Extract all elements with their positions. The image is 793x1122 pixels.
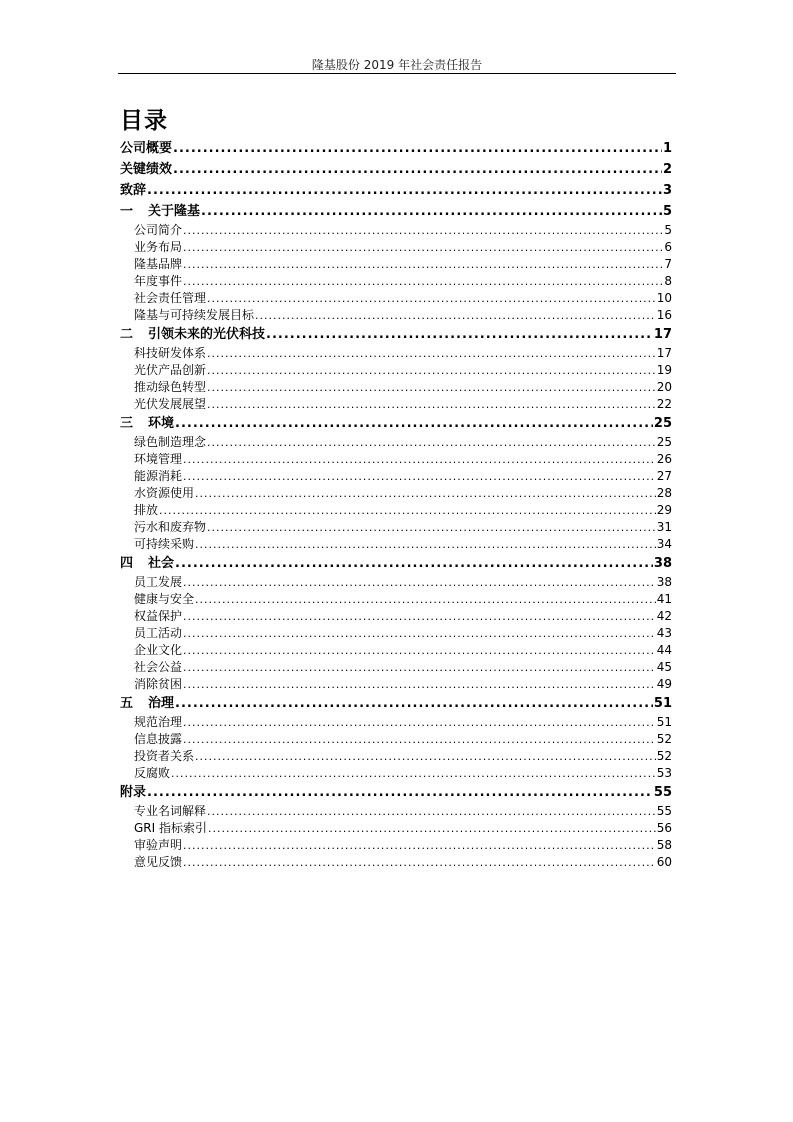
toc-leader-dots — [183, 609, 656, 625]
toc-leader-dots — [195, 537, 656, 553]
toc-section-label — [120, 201, 200, 222]
toc-subsection-entry[interactable] — [120, 362, 672, 379]
toc-section-entry[interactable] — [120, 324, 672, 345]
toc-subsection-title: 社会责任管理 — [134, 291, 207, 305]
toc-section-label — [120, 159, 172, 180]
toc-section-label — [120, 324, 265, 345]
toc-leader-dots — [183, 626, 656, 642]
toc-subsection-entry[interactable] — [120, 290, 672, 307]
toc-section-entry[interactable] — [120, 201, 672, 222]
toc-subsection-entry[interactable] — [120, 434, 672, 451]
toc-page-number: 16 — [656, 308, 672, 322]
toc-subsection-entry[interactable] — [120, 396, 672, 413]
toc-section-entry[interactable] — [120, 693, 672, 714]
toc-section-number: 四 — [120, 556, 134, 571]
toc-subsection-title: 业务布局 — [134, 240, 183, 254]
toc-subsection-entry[interactable] — [120, 345, 672, 362]
toc-subsection-title: 公司简介 — [134, 223, 183, 237]
toc-section-number: 五 — [120, 696, 134, 711]
toc-subsection-entry[interactable] — [120, 468, 672, 485]
toc-leader-dots — [183, 257, 663, 273]
toc-subsection-title: 排放 — [134, 503, 159, 517]
toc-leader-dots — [183, 855, 656, 871]
toc-subsection-entry[interactable] — [120, 837, 672, 854]
toc-page-number: 25 — [653, 416, 672, 431]
toc-section-title: 治理 — [148, 696, 175, 711]
toc-leader-dots — [255, 308, 656, 324]
toc-leader-dots — [183, 838, 656, 854]
toc-leader-dots — [207, 363, 656, 379]
toc-subsection-entry[interactable] — [120, 591, 672, 608]
toc-page-number: 31 — [656, 520, 672, 534]
toc-section-title: 环境 — [148, 416, 175, 431]
toc-section-entry[interactable] — [120, 553, 672, 574]
toc-leader-dots — [207, 804, 656, 820]
toc-section-label — [120, 413, 174, 434]
toc-page-number: 29 — [656, 503, 672, 517]
toc-section-title: 关于隆基 — [148, 204, 201, 219]
toc-section-label — [120, 693, 174, 714]
toc-page-number: 56 — [656, 821, 672, 835]
toc-subsection-entry[interactable] — [120, 659, 672, 676]
toc-subsection-title: 健康与安全 — [134, 592, 195, 606]
toc-section-entry[interactable] — [120, 180, 672, 201]
toc-subsection-title: 投资者关系 — [134, 749, 195, 763]
toc-subsection-entry[interactable] — [120, 536, 672, 553]
toc-subsection-entry[interactable] — [120, 608, 672, 625]
toc-subsection-entry[interactable] — [120, 803, 672, 820]
toc-subsection-entry[interactable] — [120, 676, 672, 693]
toc-page-number: 49 — [656, 677, 672, 691]
toc-list — [120, 138, 672, 871]
toc-subsection-entry[interactable] — [120, 642, 672, 659]
toc-page-number: 38 — [653, 556, 672, 571]
toc-subsection-title: 反腐败 — [134, 766, 171, 780]
toc-leader-dots — [207, 291, 656, 307]
toc-page-number: 58 — [656, 838, 672, 852]
toc-subsection-title: 员工活动 — [134, 626, 183, 640]
toc-leader-dots — [195, 486, 656, 502]
toc-leader-dots — [183, 452, 656, 468]
toc-leader-dots — [159, 503, 656, 519]
toc-page-number: 10 — [656, 291, 672, 305]
toc-page-number: 55 — [653, 785, 672, 800]
toc-leader-dots — [208, 821, 656, 837]
toc-page-number: 17 — [653, 327, 672, 342]
toc-section-entry[interactable] — [120, 159, 672, 180]
toc-page-number: 43 — [656, 626, 672, 640]
toc-page-number: 51 — [656, 715, 672, 729]
toc-page-number: 22 — [656, 397, 672, 411]
toc-subsection-entry[interactable] — [120, 765, 672, 782]
toc-page-number: 53 — [656, 766, 672, 780]
toc-leader-dots — [175, 553, 653, 574]
toc-page-number: 44 — [656, 643, 672, 657]
toc-subsection-title: 污水和废弃物 — [134, 520, 207, 534]
toc-leader-dots — [183, 715, 656, 731]
toc-section-label — [120, 180, 146, 201]
toc-leader-dots — [207, 346, 656, 362]
toc-subsection-entry[interactable] — [120, 379, 672, 396]
toc-page-number: 55 — [656, 804, 672, 818]
toc-subsection-entry[interactable] — [120, 519, 672, 536]
toc-subsection-entry[interactable] — [120, 854, 672, 871]
toc-subsection-entry[interactable] — [120, 307, 672, 324]
toc-subsection-entry[interactable] — [120, 273, 672, 290]
toc-leader-dots — [183, 469, 656, 485]
toc-subsection-entry[interactable] — [120, 714, 672, 731]
toc-subsection-title: 光伏产品创新 — [134, 363, 207, 377]
toc-page-number: 52 — [656, 749, 672, 763]
toc-subsection-title: 可持续采购 — [134, 537, 195, 551]
toc-section-title: 社会 — [148, 556, 175, 571]
toc-subsection-title: 规范治理 — [134, 715, 183, 729]
toc-leader-dots — [183, 223, 663, 239]
toc-subsection-entry[interactable] — [120, 451, 672, 468]
toc-subsection-title: 绿色制造理念 — [134, 435, 207, 449]
toc-page-number: 5 — [662, 204, 672, 219]
toc-section-number: 三 — [120, 416, 134, 431]
toc-section-entry[interactable] — [120, 782, 672, 803]
toc-page-number: 3 — [662, 183, 672, 198]
page-header: 隆基股份 2019 年社会责任报告 — [311, 58, 483, 72]
toc-page-number: 25 — [656, 435, 672, 449]
toc-subsection-entry[interactable] — [120, 574, 672, 591]
toc-subsection-entry[interactable] — [120, 820, 672, 837]
toc-section-title: 引领未来的光伏科技 — [148, 327, 266, 342]
toc-subsection-title: GRI 指标索引 — [134, 821, 207, 835]
toc-page-number: 45 — [656, 660, 672, 674]
toc-section-title: 致辞 — [120, 183, 147, 198]
toc-subsection-title: 意见反馈 — [134, 855, 183, 869]
toc-page-number: 6 — [664, 240, 672, 254]
toc-subsection-entry[interactable] — [120, 239, 672, 256]
toc-leader-dots — [201, 201, 662, 222]
toc-section-title: 关键绩效 — [120, 162, 173, 177]
toc-section-title: 公司概要 — [120, 141, 173, 156]
toc-leader-dots — [183, 240, 663, 256]
toc-subsection-title: 隆基品牌 — [134, 257, 183, 271]
toc-leader-dots — [175, 413, 653, 434]
toc-subsection-title: 推动绿色转型 — [134, 380, 207, 394]
toc-leader-dots — [175, 693, 653, 714]
toc-subsection-title: 能源消耗 — [134, 469, 183, 483]
toc-subsection-title: 年度事件 — [134, 274, 183, 288]
toc-leader-dots — [183, 643, 656, 659]
toc-subsection-entry[interactable] — [120, 485, 672, 502]
toc-subsection-title: 环境管理 — [134, 452, 183, 466]
toc-page-number: 60 — [656, 855, 672, 869]
toc-subsection-title: 专业名词解释 — [134, 804, 207, 818]
toc-page-number: 17 — [656, 346, 672, 360]
toc-leader-dots — [207, 380, 656, 396]
toc-page-number: 8 — [664, 274, 672, 288]
toc-leader-dots — [183, 274, 663, 290]
toc-title: 目录 — [120, 108, 168, 134]
toc-subsection-title: 员工发展 — [134, 575, 183, 589]
toc-page-number: 42 — [656, 609, 672, 623]
toc-section-title: 附录 — [120, 785, 147, 800]
toc-leader-dots — [266, 324, 653, 345]
toc-page-number: 20 — [656, 380, 672, 394]
toc-leader-dots — [173, 138, 662, 159]
toc-subsection-title: 信息披露 — [134, 732, 183, 746]
toc-page-number: 7 — [664, 257, 672, 271]
toc-subsection-title: 企业文化 — [134, 643, 183, 657]
toc-subsection-entry[interactable] — [120, 222, 672, 239]
toc-subsection-title: 隆基与可持续发展目标 — [134, 308, 255, 322]
toc-page-number: 51 — [653, 696, 672, 711]
toc-page-number: 28 — [656, 486, 672, 500]
toc-section-entry[interactable] — [120, 413, 672, 434]
toc-subsection-title: 消除贫困 — [134, 677, 183, 691]
toc-leader-dots — [183, 732, 656, 748]
toc-leader-dots — [183, 575, 656, 591]
toc-subsection-title: 权益保护 — [134, 609, 183, 623]
toc-section-label — [120, 782, 146, 803]
toc-page-number: 26 — [656, 452, 672, 466]
toc-page-number: 41 — [656, 592, 672, 606]
toc-section-number: 二 — [120, 327, 134, 342]
toc-leader-dots — [147, 782, 653, 803]
toc-leader-dots — [207, 435, 656, 451]
toc-leader-dots — [173, 159, 662, 180]
toc-subsection-entry[interactable] — [120, 625, 672, 642]
toc-page-number: 5 — [664, 223, 672, 237]
toc-leader-dots — [195, 592, 656, 608]
toc-subsection-entry[interactable] — [120, 256, 672, 273]
toc-page-number: 34 — [656, 537, 672, 551]
toc-leader-dots — [183, 660, 656, 676]
toc-section-label — [120, 138, 172, 159]
header-rule — [118, 73, 676, 74]
toc-page-number: 27 — [656, 469, 672, 483]
toc-leader-dots — [195, 749, 656, 765]
toc-subsection-title: 社会公益 — [134, 660, 183, 674]
toc-subsection-entry[interactable] — [120, 748, 672, 765]
toc-section-entry[interactable] — [120, 138, 672, 159]
toc-section-label — [120, 553, 174, 574]
toc-subsection-entry[interactable] — [120, 731, 672, 748]
toc-leader-dots — [207, 397, 656, 413]
toc-subsection-title: 审验声明 — [134, 838, 183, 852]
toc-subsection-title: 光伏发展展望 — [134, 397, 207, 411]
toc-subsection-title: 科技研发体系 — [134, 346, 207, 360]
toc-page-number: 38 — [656, 575, 672, 589]
toc-section-number: 一 — [120, 204, 134, 219]
toc-subsection-entry[interactable] — [120, 502, 672, 519]
toc-page-number: 52 — [656, 732, 672, 746]
toc-page-number: 1 — [662, 141, 672, 156]
toc-subsection-title: 水资源使用 — [134, 486, 195, 500]
toc-leader-dots — [147, 180, 662, 201]
toc-page-number: 19 — [656, 363, 672, 377]
toc-leader-dots — [207, 520, 656, 536]
toc-leader-dots — [183, 677, 656, 693]
toc-leader-dots — [171, 766, 656, 782]
toc-page-number: 2 — [662, 162, 672, 177]
